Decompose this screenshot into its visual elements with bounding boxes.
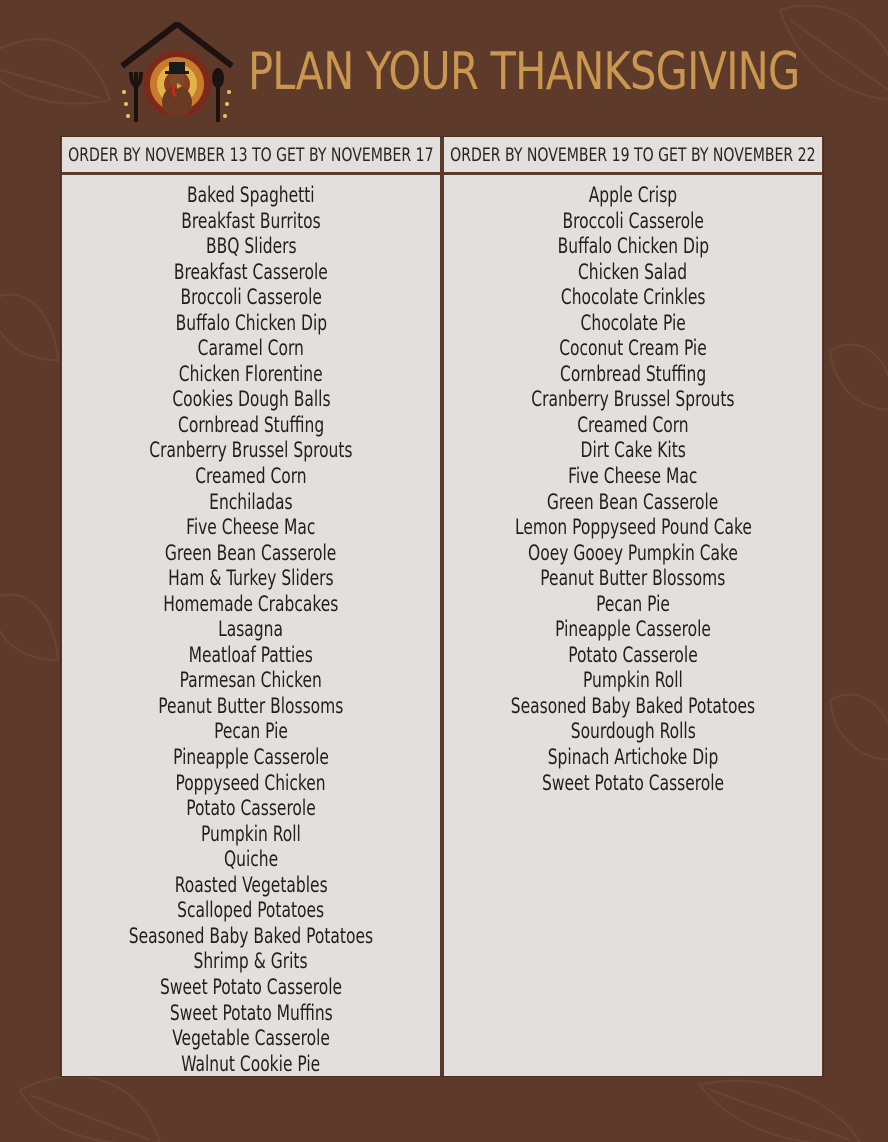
- list-item: [444, 771, 822, 797]
- list-item-label: Vegetable Casserole: [172, 1026, 330, 1051]
- list-item: [62, 387, 440, 413]
- list-item: [62, 464, 440, 490]
- column-header: [62, 137, 440, 175]
- list-item-label: Enchiladas: [209, 489, 293, 514]
- list-item: [444, 234, 822, 260]
- list-item: [62, 617, 440, 643]
- list-item: [62, 847, 440, 873]
- column-header: [444, 137, 822, 175]
- list-item-label: Ham & Turkey Sliders: [168, 566, 334, 591]
- list-item: [62, 822, 440, 848]
- list-item: [444, 694, 822, 720]
- list-item-label: Breakfast Casserole: [174, 259, 328, 284]
- list-item-label: Potato Casserole: [186, 796, 316, 821]
- list-item-label: Cranberry Brussel Sprouts: [149, 438, 353, 463]
- list-item: [62, 336, 440, 362]
- list-item-label: Meatloaf Patties: [188, 642, 314, 667]
- list-item-label: Cranberry Brussel Sprouts: [531, 387, 735, 412]
- list-item-label: Pecan Pie: [214, 719, 288, 744]
- header: [0, 0, 888, 136]
- list-item-label: Broccoli Casserole: [180, 285, 322, 310]
- list-item: [62, 311, 440, 337]
- list-item: [444, 592, 822, 618]
- list-item: [62, 566, 440, 592]
- list-item-label: Coconut Cream Pie: [559, 336, 707, 361]
- house-turkey-utensils-logo: [116, 22, 238, 130]
- list-item: [62, 668, 440, 694]
- list-item-label: Peanut Butter Blossoms: [158, 693, 344, 718]
- list-item-label: Five Cheese Mac: [568, 464, 698, 489]
- menu-item-list: [62, 183, 440, 1077]
- list-item-label: Pumpkin Roll: [201, 821, 301, 846]
- list-item: [62, 260, 440, 286]
- list-item: [62, 234, 440, 260]
- list-item: [62, 924, 440, 950]
- order-column-nov-22: [444, 137, 822, 1076]
- list-item-label: Sweet Potato Muffins: [169, 1000, 333, 1025]
- list-item-label: BBQ Sliders: [205, 234, 297, 259]
- list-item: [62, 975, 440, 1001]
- order-table: [60, 136, 824, 1077]
- list-item: [444, 719, 822, 745]
- list-item: [444, 745, 822, 771]
- list-item-label: Breakfast Burritos: [181, 208, 321, 233]
- list-item-label: Seasoned Baby Baked Potatoes: [128, 923, 374, 948]
- list-item-label: Pumpkin Roll: [583, 668, 683, 693]
- list-item: [62, 362, 440, 388]
- list-item: [444, 617, 822, 643]
- list-item-label: Homemade Crabcakes: [163, 591, 339, 616]
- list-item: [444, 438, 822, 464]
- list-item: [62, 541, 440, 567]
- list-item: [62, 898, 440, 924]
- page-title: PLAN YOUR THANKSGIVING: [248, 42, 800, 102]
- list-item: [62, 1026, 440, 1052]
- list-item: [62, 643, 440, 669]
- list-item-label: Pineapple Casserole: [555, 617, 711, 642]
- list-item-label: Sweet Potato Casserole: [159, 974, 343, 999]
- list-item-label: Dirt Cake Kits: [580, 438, 686, 463]
- list-item-label: Parmesan Chicken: [179, 668, 323, 693]
- list-item: [444, 541, 822, 567]
- order-column-nov-17: [62, 137, 440, 1076]
- list-item: [62, 490, 440, 516]
- list-item-label: Creamed Corn: [577, 412, 689, 437]
- list-item-label: Pecan Pie: [596, 591, 670, 616]
- list-item-label: Peanut Butter Blossoms: [540, 566, 726, 591]
- list-item: [444, 260, 822, 286]
- list-item-label: Poppyseed Chicken: [175, 770, 327, 795]
- list-item-label: Walnut Cookie Pie: [181, 1051, 321, 1076]
- list-item: [444, 464, 822, 490]
- list-item: [444, 387, 822, 413]
- list-item: [62, 1001, 440, 1027]
- list-item: [62, 949, 440, 975]
- list-item-label: Roasted Vegetables: [174, 872, 328, 897]
- list-item-label: Green Bean Casserole: [547, 489, 719, 514]
- list-item-label: Buffalo Chicken Dip: [557, 234, 709, 259]
- list-item-label: Apple Crisp: [588, 183, 678, 207]
- list-item-label: Green Bean Casserole: [165, 540, 337, 565]
- list-item: [62, 694, 440, 720]
- list-item: [444, 490, 822, 516]
- list-item: [62, 285, 440, 311]
- list-item-label: Baked Spaghetti: [187, 183, 315, 207]
- list-item-label: Broccoli Casserole: [562, 208, 704, 233]
- list-item: [444, 362, 822, 388]
- column-header-label: ORDER BY NOVEMBER 13 TO GET BY NOVEMBER 17: [68, 143, 434, 166]
- column-header-label: ORDER BY NOVEMBER 19 TO GET BY NOVEMBER 22: [450, 143, 816, 166]
- list-item-label: Caramel Corn: [197, 336, 305, 361]
- list-item-label: Quiche: [223, 847, 279, 872]
- list-item: [444, 668, 822, 694]
- menu-item-list: [444, 183, 822, 796]
- list-item: [444, 285, 822, 311]
- list-item-label: Buffalo Chicken Dip: [175, 310, 327, 335]
- list-item: [62, 771, 440, 797]
- list-item: [62, 592, 440, 618]
- list-item-label: Cornbread Stuffing: [177, 412, 325, 437]
- list-item: [62, 745, 440, 771]
- list-item: [62, 873, 440, 899]
- list-item: [444, 209, 822, 235]
- list-item: [444, 311, 822, 337]
- list-item-label: Potato Casserole: [568, 642, 698, 667]
- list-item: [62, 796, 440, 822]
- list-item-label: Scalloped Potatoes: [177, 898, 325, 923]
- list-item: [62, 209, 440, 235]
- list-item: [444, 515, 822, 541]
- list-item-label: Chocolate Pie: [580, 310, 686, 335]
- list-item: [444, 413, 822, 439]
- list-item-label: Five Cheese Mac: [186, 515, 316, 540]
- list-item-label: Spinach Artichoke Dip: [547, 745, 719, 770]
- list-item: [62, 1052, 440, 1078]
- list-item-label: Lasagna: [218, 617, 284, 642]
- list-item: [444, 336, 822, 362]
- list-item-label: Shrimp & Grits: [193, 949, 309, 974]
- list-item: [62, 183, 440, 209]
- list-item-label: Chicken Florentine: [179, 361, 323, 386]
- list-item: [444, 566, 822, 592]
- list-item-label: Cookies Dough Balls: [171, 387, 331, 412]
- list-item: [62, 515, 440, 541]
- list-item-label: Lemon Poppyseed Pound Cake: [514, 515, 752, 540]
- list-item-label: Sourdough Rolls: [570, 719, 696, 744]
- list-item-label: Ooey Gooey Pumpkin Cake: [528, 540, 738, 565]
- list-item: [444, 643, 822, 669]
- list-item: [62, 413, 440, 439]
- list-item-label: Creamed Corn: [195, 464, 307, 489]
- list-item-label: Sweet Potato Casserole: [541, 770, 725, 795]
- list-item-label: Cornbread Stuffing: [559, 361, 707, 386]
- list-item: [444, 183, 822, 209]
- list-item-label: Seasoned Baby Baked Potatoes: [510, 693, 756, 718]
- list-item-label: Chocolate Crinkles: [560, 285, 706, 310]
- list-item: [62, 438, 440, 464]
- list-item-label: Pineapple Casserole: [173, 745, 329, 770]
- list-item-label: Chicken Salad: [578, 259, 688, 284]
- list-item: [62, 719, 440, 745]
